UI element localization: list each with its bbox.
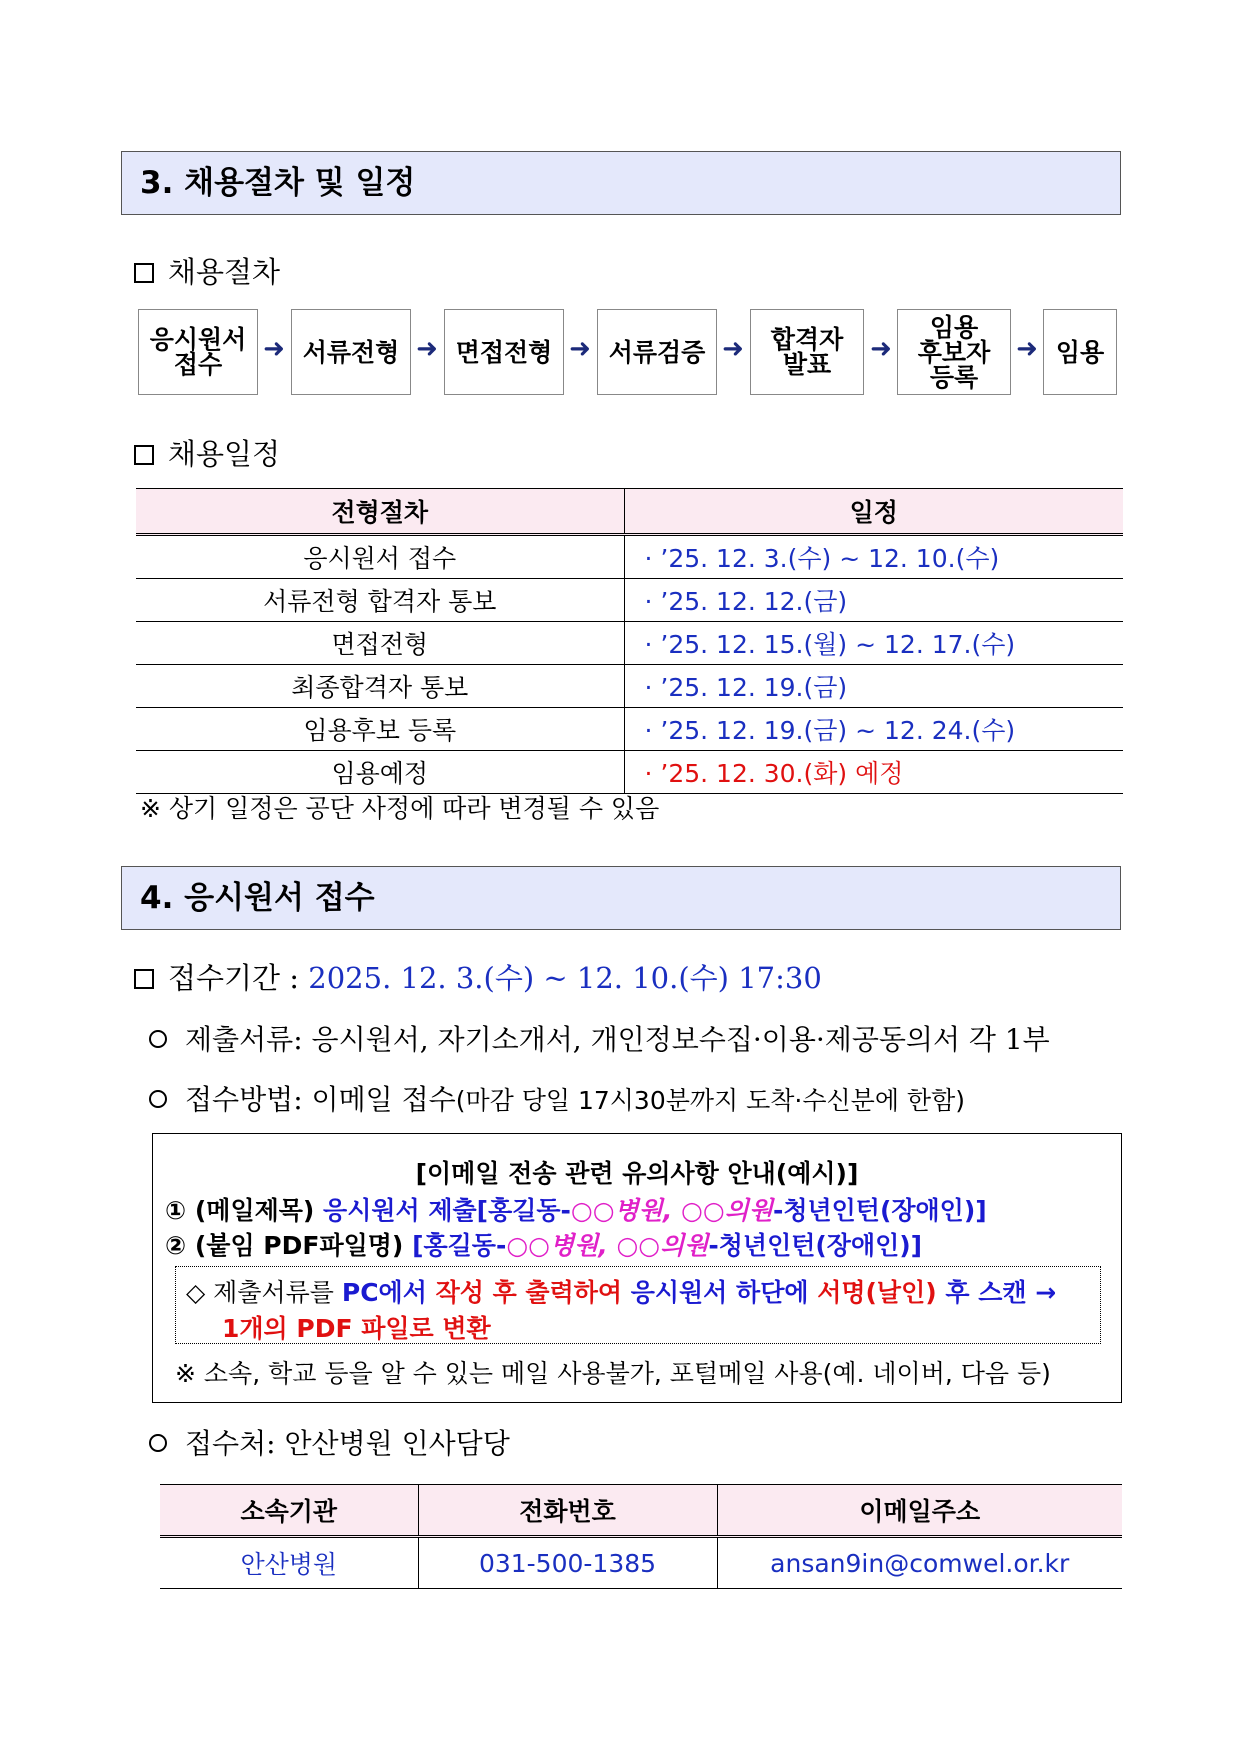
receiver-value: 안산병원 인사담당 [284, 1427, 510, 1460]
flow-step-6: 임용 후보자 등록 [897, 309, 1011, 395]
method-value: 이메일 접수 [311, 1083, 456, 1116]
flow-step-5: 합격자 발표 [750, 309, 864, 395]
arrow-right-icon: ➜ [263, 334, 285, 364]
period-line: 접수기간 : 2025. 12. 3.(수) ~ 12. 10.(수) 17:30 [134, 958, 822, 998]
circle-bullet-icon [149, 1090, 167, 1108]
column-header: 소속기관 [160, 1485, 418, 1537]
receiver-line: 접수처: 안산병원 인사담당 [149, 1424, 510, 1464]
date-cell: · ’25. 12. 30.(화) 예정 [624, 751, 1123, 794]
table-row [136, 622, 1123, 665]
step-cell: 임용예정 [136, 751, 624, 794]
date-cell: · ’25. 12. 19.(금) [624, 665, 1123, 708]
date-cell: · ’25. 12. 12.(금) [624, 579, 1123, 622]
procedure-heading: 채용절차 [134, 252, 280, 292]
flow-step-4: 서류검증 [597, 309, 717, 395]
arrow-right-icon: ➜ [416, 334, 438, 364]
table-row [136, 708, 1123, 751]
email-footnote: ※ 소속, 학교 등을 알 수 있는 메일 사용불가, 포털메일 사용(예. 네이버, 다음 등) [175, 1359, 1051, 1388]
step-cell: 최종합격자 통보 [136, 665, 624, 708]
schedule-note: ※ 상기 일정은 공단 사정에 따라 변경될 수 있음 [140, 794, 660, 823]
documents-value: 응시원서, 자기소개서, 개인정보수집·이용·제공동의서 각 1부 [311, 1023, 1050, 1056]
column-header: 전형절차 [136, 489, 624, 535]
instruction-line-1: ◇ 제출서류를 PC에서 작성 후 출력하여 응시원서 하단에 서명(날인) 후 스캔 → [186, 1278, 1057, 1307]
schedule-heading: 채용일정 [134, 434, 280, 474]
square-bullet-icon [134, 445, 154, 465]
circle-bullet-icon [149, 1030, 167, 1048]
column-header: 이메일주소 [717, 1485, 1122, 1537]
flow-step-1: 응시원서 접수 [138, 309, 258, 395]
instruction-line-2: 1개의 PDF 파일로 변환 [222, 1314, 491, 1343]
email-notice-box [152, 1133, 1122, 1403]
table-row [136, 665, 1123, 708]
table-header-row [136, 489, 1123, 535]
mail-subject-line: ① (메일제목) 응시원서 제출[홍길동-○○병원, ○○의원-청년인턴(장애인)] [165, 1196, 987, 1225]
flow-step-3: 면접전형 [444, 309, 564, 395]
date-cell: · ’25. 12. 15.(월) ~ 12. 17.(수) [624, 622, 1123, 665]
arrow-right-icon: ➜ [722, 334, 744, 364]
square-bullet-icon [134, 969, 154, 989]
arrow-right-icon: ➜ [870, 334, 892, 364]
step-cell: 서류전형 합격자 통보 [136, 579, 624, 622]
date-cell: · ’25. 12. 19.(금) ~ 12. 24.(수) [624, 708, 1123, 751]
method-line: 접수방법: 이메일 접수(마감 당일 17시30분까지 도착·수신분에 한함) [149, 1080, 965, 1121]
arrow-right-icon: ➜ [569, 334, 591, 364]
arrow-right-icon: ➜ [1016, 334, 1038, 364]
step-cell: 응시원서 접수 [136, 535, 624, 579]
step-cell: 면접전형 [136, 622, 624, 665]
submission-instruction-box [175, 1266, 1101, 1344]
org-cell: 안산병원 [160, 1537, 418, 1589]
table-row [136, 579, 1123, 622]
contact-table [160, 1484, 1122, 1589]
table-header-row [160, 1485, 1122, 1537]
schedule-table [136, 488, 1123, 794]
circle-bullet-icon [149, 1434, 167, 1452]
flow-step-7: 임용 [1043, 309, 1117, 395]
section-4-title: 4. 응시원서 접수 [121, 866, 1121, 930]
email-notice-title: [이메일 전송 관련 유의사항 안내(예시)] [415, 1159, 859, 1188]
method-note: (마감 당일 17시30분까지 도착·수신분에 한함) [455, 1086, 965, 1115]
table-row [136, 751, 1123, 794]
step-cell: 임용후보 등록 [136, 708, 624, 751]
section-3-title: 3. 채용절차 및 일정 [121, 151, 1121, 215]
column-header: 일정 [624, 489, 1123, 535]
table-row [160, 1537, 1122, 1589]
email-cell: ansan9in@comwel.or.kr [717, 1537, 1122, 1589]
square-bullet-icon [134, 263, 154, 283]
phone-cell: 031-500-1385 [418, 1537, 717, 1589]
documents-line: 제출서류: 응시원서, 자기소개서, 개인정보수집·이용·제공동의서 각 1부 [149, 1020, 1050, 1060]
column-header: 전화번호 [418, 1485, 717, 1537]
date-cell: · ’25. 12. 3.(수) ~ 12. 10.(수) [624, 535, 1123, 579]
flow-step-2: 서류전형 [291, 309, 411, 395]
period-value: 2025. 12. 3.(수) ~ 12. 10.(수) 17:30 [308, 961, 822, 995]
table-row [136, 535, 1123, 579]
pdf-filename-line: ② (붙임 PDF파일명) [홍길동-○○병원, ○○의원-청년인턴(장애인)] [165, 1231, 923, 1260]
